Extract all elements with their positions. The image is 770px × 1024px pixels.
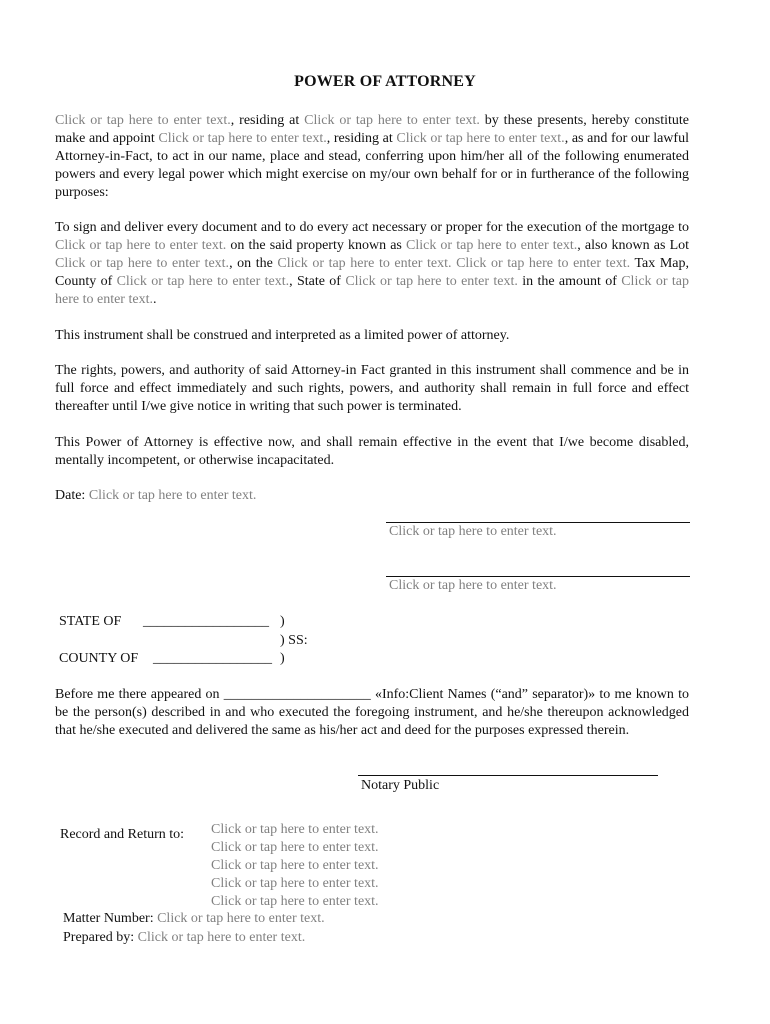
prepared-by-line: Prepared by: Click or tap here to enter text. [63, 930, 306, 945]
date-line: Date: Click or tap here to enter text. [55, 488, 257, 503]
return-line-5-field[interactable]: Click or tap here to enter text. [211, 894, 379, 909]
county-field[interactable]: Click or tap here to enter text. [116, 274, 290, 289]
matter-number-line: Matter Number: Click or tap here to enter text. [63, 911, 325, 926]
state-of-blank: __________________ [143, 614, 269, 629]
attorney-address-field[interactable]: Click or tap here to enter text. [396, 131, 565, 146]
ss-label: ) SS: [280, 633, 308, 648]
tax-map-field-1[interactable]: Click or tap here to enter text. [277, 256, 452, 271]
amount-field[interactable]: Click or tap here to enter text. [55, 274, 689, 307]
authority-paragraph: The rights, powers, and authority of said Attorney-in Fact granted in this instrument shall commence and be in full force and effect immediately and such rights, powers, and authority shall remain in full force and effect thereafter until I/we give notice in writing that such power is terminated. [55, 363, 689, 414]
purpose-paragraph: To sign and deliver every document and to do every act necessary or proper for the execution of the mortgage to Click or tap here to enter text. on the said property known as Click or tap here to enter text., also known as Lot Click or tap here to enter text., on the Click or tap here to enter text. Click or tap here to enter text. Tax Map, County of Click or tap here to enter text., State of Click or tap here to enter text. in the amount of Click or tap here to enter text.. [55, 220, 690, 307]
date-field[interactable]: Click or tap here to enter text. [88, 488, 257, 503]
tax-map-field-2[interactable]: Click or tap here to enter text. [456, 256, 631, 271]
state-of-label: STATE OF [59, 614, 122, 629]
property-address-field[interactable]: Click or tap here to enter text. [405, 238, 578, 253]
record-return-label: Record and Return to: [60, 827, 185, 842]
durability-paragraph: This Power of Attorney is effective now, and shall remain effective in the event that I/we become disabled, mentally incompetent, or otherwise incapacitated. [55, 435, 689, 468]
appearance-date-blank: _____________________ [223, 687, 371, 702]
acknowledgment-paragraph: Before me there appeared on _____________________ «Info:Client Names (“and” separator)» to me known to be the person(s) described in and who executed the foregoing instrument, and he/she thereupon acknowledged that he/she executed and delivered the same as his/her act and deed for the purposes expressed therein. [55, 687, 689, 738]
mortgagee-field[interactable]: Click or tap here to enter text. [55, 238, 227, 253]
document-title: POWER OF ATTORNEY [294, 73, 476, 90]
attorney-name-field[interactable]: Click or tap here to enter text. [158, 131, 327, 146]
return-line-2-field[interactable]: Click or tap here to enter text. [211, 840, 379, 855]
notary-signature-line [358, 775, 658, 776]
return-line-1-field[interactable]: Click or tap here to enter text. [211, 822, 379, 837]
state-field[interactable]: Click or tap here to enter text. [345, 274, 518, 289]
signature-name-field-2[interactable]: Click or tap here to enter text. [389, 578, 557, 593]
principal-name-field[interactable]: Click or tap here to enter text. [55, 113, 231, 128]
principal-address-field[interactable]: Click or tap here to enter text. [304, 113, 480, 128]
county-of-paren: ) [280, 651, 285, 666]
return-line-4-field[interactable]: Click or tap here to enter text. [211, 876, 379, 891]
county-of-label: COUNTY OF [59, 651, 139, 666]
state-of-paren: ) [280, 614, 285, 629]
appointment-paragraph: Click or tap here to enter text., residing at Click or tap here to enter text. by these presents, hereby constitute make and appoint Click or tap here to enter text., residing at Click or tap here to enter text., as and for our lawful Attorney-in-Fact, to act in our name, place and stead, conferring upon him/her all of the following enumerated powers and every legal power which might exercise on my/our own behalf for or in furtherance of the following purposes: [55, 113, 689, 200]
return-line-3-field[interactable]: Click or tap here to enter text. [211, 858, 379, 873]
county-of-blank: _________________ [153, 651, 272, 666]
notary-public-label: Notary Public [361, 778, 440, 793]
signature-name-field-1[interactable]: Click or tap here to enter text. [389, 524, 557, 539]
limited-power-paragraph: This instrument shall be construed and interpreted as a limited power of attorney. [55, 328, 510, 343]
matter-number-field[interactable]: Click or tap here to enter text. [157, 911, 325, 926]
lot-field[interactable]: Click or tap here to enter text. [55, 256, 230, 271]
prepared-by-field[interactable]: Click or tap here to enter text. [137, 930, 306, 945]
